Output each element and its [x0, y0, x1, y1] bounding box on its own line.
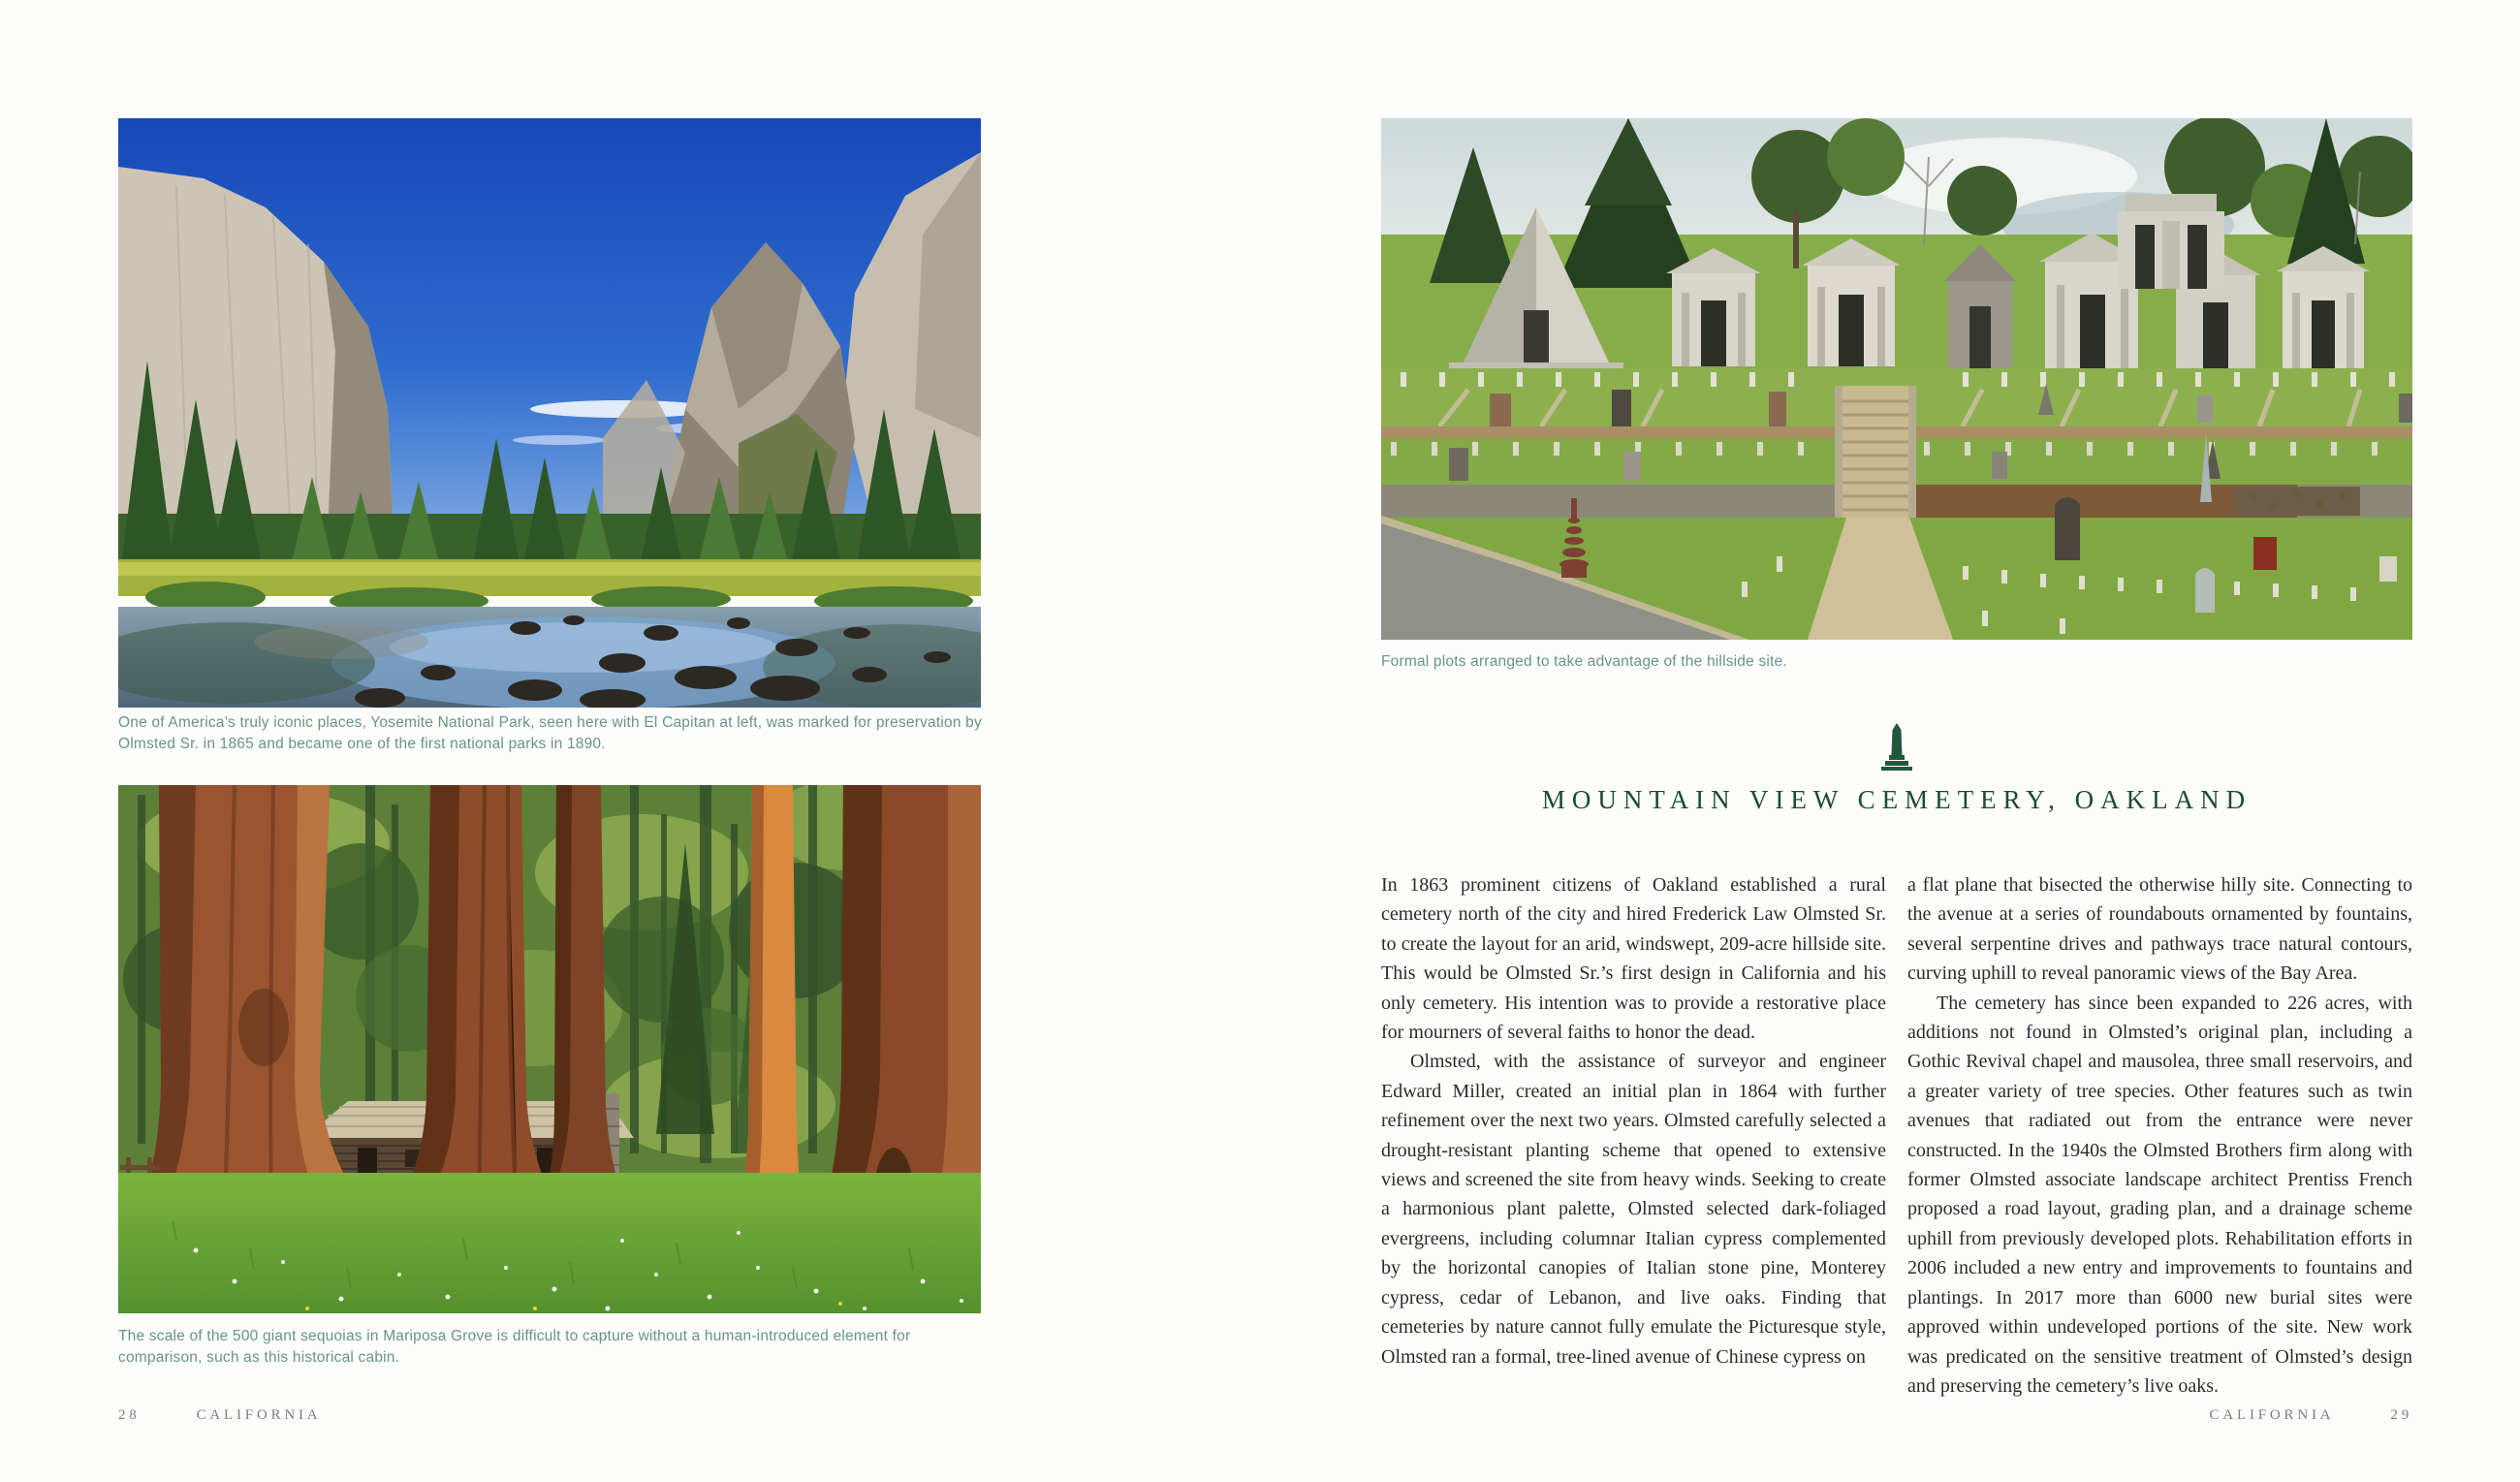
chapter-title: MOUNTAIN VIEW CEMETERY, OAKLAND: [1541, 785, 2252, 814]
central-stairs: [1835, 386, 1916, 521]
obelisk-icon-glyph: [1876, 723, 1917, 775]
running-title-left: CALIFORNIA: [196, 1407, 322, 1423]
paragraph: Olmsted, with the assistance of surveyor and engineer Edward Miller, created an initial plan in 1864 with further refinement over the next two years. Olmsted carefully selected a drought-resistant planting scheme that opened to extensive views and screened the site from heavy winds. Seeking to create a harmonious plant palette, Olmsted selected dark-foliaged evergreens, including columnar Italian cypress complemented by the horizontal canopies of Italian stone pine, Monterey cypress, cedar of Lebanon, and live oaks. Finding that cemeteries by nature cannot fully emulate the Picturesque style, Olmsted ran a formal, tree-lined avenue of Chinese cypress on: [1381, 1051, 1886, 1368]
page-right: [1260, 0, 2520, 1482]
meadow-highlight: [118, 562, 981, 576]
footer-left: [118, 1407, 321, 1424]
body-column-1: [1381, 870, 1886, 1401]
footer-right: [1381, 1407, 2412, 1424]
meadow-grass: [118, 1173, 981, 1313]
hilltop-mausoleum: [2118, 194, 2224, 289]
cemetery-photo: [1381, 118, 2412, 640]
paragraph: The cemetery has since been expanded to 226 acres, with additions not found in Olmsted’s original plan, including a Gothic Revival chapel and mausolea, three small reservoirs, and a greater variety of tree species. Other features such as twin avenues that radiated out from the entrance were never constructed. In the 1940s the Olmsted Brothers firm along with former Olmsted associate landscape architect Prentiss French proposed a road layout, grading plan, and a drainage scheme uphill from previously developed plots. Rehabilitation efforts in 2006 included a new entry and improvements to fountains and plantings. In 2017 more than 6000 new burial sites were approved within undeveloped portions of the site. New work was predicated on the sensitive treatment of Olmsted’s design and preserving the cemetery’s live oaks.: [1907, 992, 2412, 1397]
page-number-left: 28: [118, 1407, 141, 1423]
caption-yosemite: One of America’s truly iconic places, Yosemite National Park, seen here with El Capitan at left, was marked for preservation by Olmsted Sr. in 1865 and became one of the first national parks in 1890.: [118, 714, 982, 752]
sequoia-photo: [118, 785, 981, 1313]
yosemite-photo: [118, 118, 981, 708]
sequoia-photo-illustration: [118, 785, 981, 1313]
page-number-right: 29: [2390, 1407, 2412, 1423]
yosemite-photo-illustration: [118, 118, 981, 708]
caption-cemetery: Formal plots arranged to take advantage of the hillside site.: [1381, 653, 1787, 670]
caption-sequoia: The scale of the 500 giant sequoias in Mariposa Grove is difficult to capture without a human-introduced element for comparison, such as this historical cabin.: [118, 1328, 911, 1366]
stone-texture: [2234, 487, 2360, 516]
paragraph: In 1863 prominent citizens of Oakland established a rural cemetery north of the city and hired Frederick Law Olmsted Sr. to create the layout for an arid, windswept, 209-acre hillside site. This would be Olmsted Sr.’s first design in California and his only cemetery. His intention was to provide a restorative place for mourners of several faiths to honor the dead.: [1381, 874, 1886, 1044]
paragraph: a flat plane that bisected the otherwise hilly site. Connecting to the avenue at a series of roundabouts ornamented by fountains, several serpentine drives and pathways trace natural contours, curving uphill to reveal panoramic views of the Bay Area.: [1907, 874, 2412, 985]
obelisk-icon: [1381, 723, 2412, 775]
body-column-2: [1907, 870, 2412, 1401]
running-title-right: CALIFORNIA: [2209, 1407, 2335, 1423]
body-text: [1381, 870, 2412, 1401]
cemetery-photo-illustration: [1381, 118, 2412, 640]
